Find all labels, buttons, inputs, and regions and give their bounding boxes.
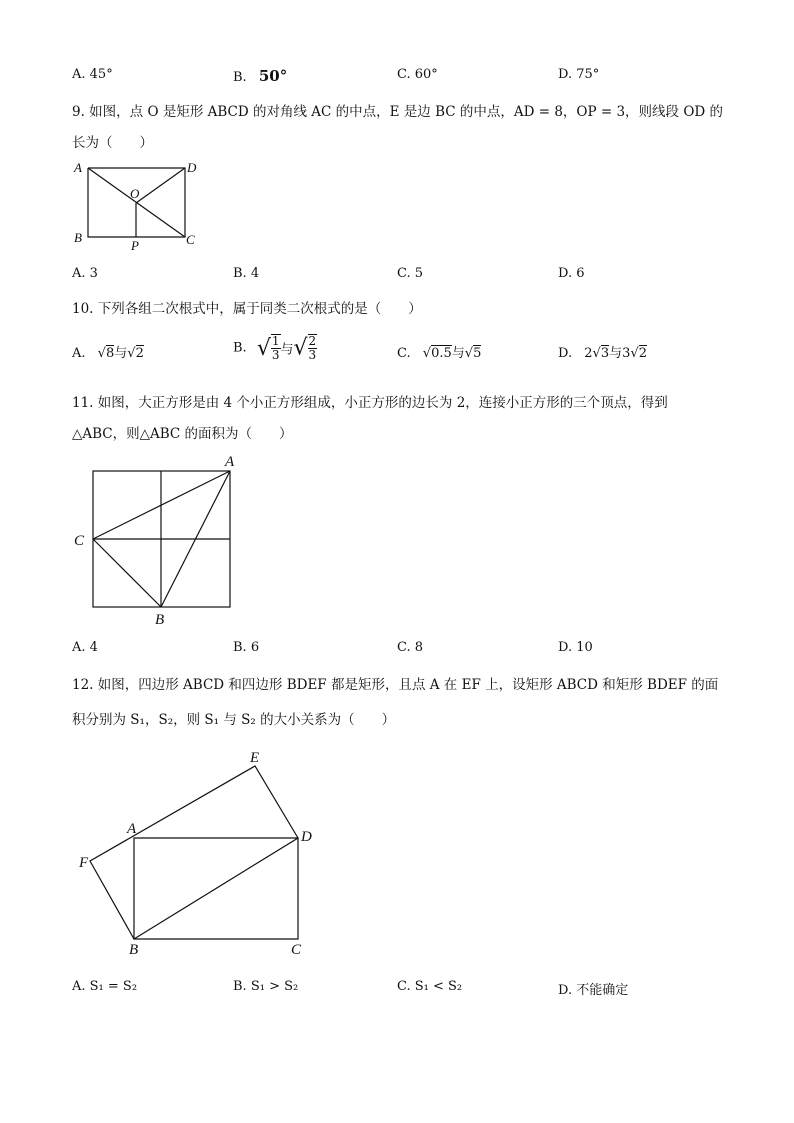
q10-d-radicand1: 3 [600, 346, 610, 361]
q9-option-c: C. 5 [397, 266, 424, 281]
q11-option-c: C. 8 [397, 640, 424, 655]
q9-label-o: O [130, 186, 140, 201]
q9-option-a: A. 3 [72, 266, 98, 281]
q10-d-coef1: 2 [584, 346, 593, 361]
option-d: D. 75° [558, 67, 600, 82]
q11-option-b: B. 6 [233, 640, 260, 655]
q10-b-frac2: $\frac{2}{3}$ [308, 334, 317, 362]
q10-a-label: A. [72, 346, 86, 361]
q9-label-b: B [74, 230, 82, 245]
sqrt-icon: √ [127, 346, 136, 361]
q12-label-b: B [129, 942, 139, 958]
q12-stem-line2: 积分别为 S₁，S₂，则 S₁ 与 S₂ 的大小关系为（ ） [72, 712, 396, 728]
q11-label-c: C [74, 533, 85, 549]
option-b-value: 50° [258, 67, 288, 85]
q10-c-radicand1: 0.5 [431, 346, 452, 361]
sqrt-icon: √ [630, 346, 639, 361]
q9-figure [70, 158, 210, 253]
q10-b-label: B. [233, 340, 247, 356]
q12-label-a: A [127, 821, 137, 837]
q10-d-radicand2: 2 [638, 346, 647, 361]
sqrt-icon: √ [293, 335, 308, 361]
q10-d-coef2: 3 [622, 346, 631, 361]
q9-label-p: P [131, 238, 139, 253]
q10-d-label: D. [558, 346, 573, 361]
q10-option-d [558, 342, 647, 361]
q10-c-label: C. [397, 346, 411, 361]
sqrt-icon: √ [422, 346, 432, 361]
q12-label-d: D [301, 829, 312, 845]
q10-b-join: 与 [280, 342, 294, 358]
option-b-prefix: B. [233, 70, 247, 85]
option-c: C. 60° [397, 67, 438, 82]
q10-a-radicand2: 2 [135, 346, 144, 361]
q9-stem-line2: 长为（ ） [72, 135, 153, 151]
q12-option-b: B. S₁ > S₂ [233, 979, 299, 994]
q10-c-join: 与 [451, 346, 465, 361]
q9-option-d: D. 6 [558, 266, 585, 281]
q10-a-join: 与 [114, 346, 128, 361]
q10-option-c [397, 342, 481, 361]
sqrt-icon: √ [592, 346, 601, 361]
q11-option-d: D. 10 [558, 640, 593, 655]
q12-option-a: A. S₁ = S₂ [72, 979, 138, 994]
q10-option-b [233, 334, 317, 362]
q11-label-b: B [155, 612, 165, 628]
q10-stem: 10. 下列各组二次根式中，属于同类二次根式的是（ ） [72, 301, 422, 317]
q12-stem-line1: 12. 如图，四边形 ABCD 和四边形 BDEF 都是矩形，且点 A 在 EF 上，设矩形 ABCD 和矩形 BDEF 的面 [72, 677, 719, 693]
q9-label-d: D [187, 160, 197, 175]
sqrt-icon: √ [256, 335, 271, 361]
q10-b-frac1: $\frac{1}{3}$ [271, 334, 280, 362]
sqrt-icon: √ [464, 346, 474, 361]
sqrt-icon: √ [97, 346, 106, 361]
q9-option-b: B. 4 [233, 266, 260, 281]
q10-option-a [72, 342, 144, 361]
q12-figure [75, 745, 325, 960]
option-b [233, 67, 287, 85]
q12-label-c: C [291, 942, 302, 958]
q12-option-c: C. S₁ < S₂ [397, 979, 463, 994]
q9-label-c: C [186, 232, 195, 247]
q12-option-d: D. 不能确定 [558, 983, 629, 998]
q9-stem-line1: 9. 如图，点 O 是矩形 ABCD 的对角线 AC 的中点，E 是边 BC 的中点，AD = 8，OP = 3，则线段 OD 的 [72, 104, 724, 120]
q11-option-a: A. 4 [72, 640, 98, 655]
q10-d-join: 与 [609, 346, 623, 361]
q11-stem-line1: 11. 如图，大正方形是由 4 个小正方形组成，小正方形的边长为 2，连接小正方形的三个顶点，得到 [72, 395, 668, 411]
q10-c-radicand2: 5 [473, 346, 482, 361]
q10-a-radicand1: 8 [105, 346, 115, 361]
q11-figure [70, 450, 250, 630]
q11-stem-line2: △ABC，则△ABC 的面积为（ ） [72, 426, 293, 442]
q12-label-f: F [79, 855, 89, 871]
option-a: A. 45° [72, 67, 113, 82]
q12-label-e: E [250, 750, 260, 766]
q9-label-a: A [74, 160, 82, 175]
q11-label-a: A [225, 454, 235, 470]
